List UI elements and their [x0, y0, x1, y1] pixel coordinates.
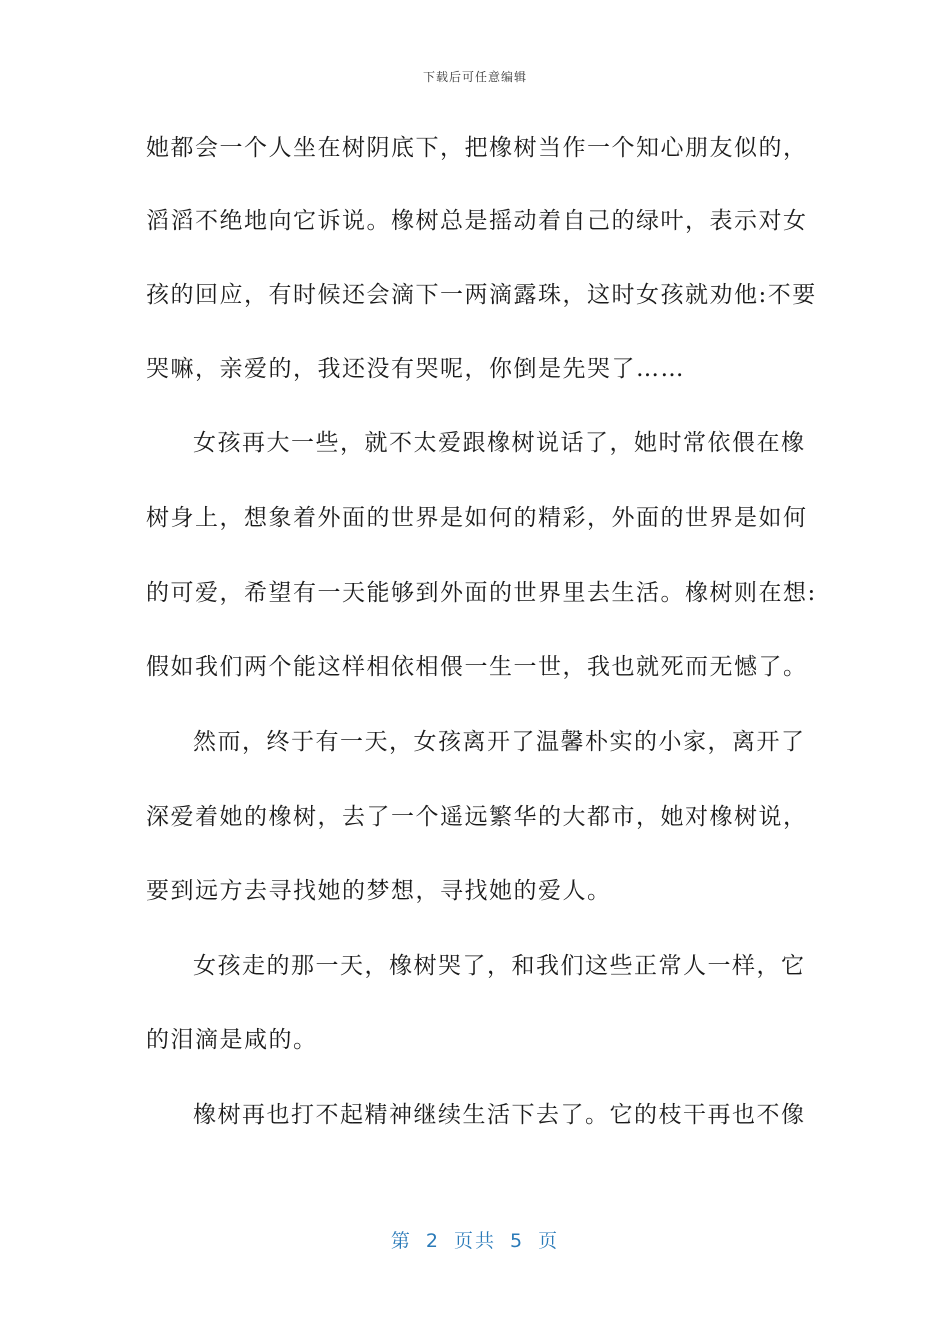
body-line: 的可爱，希望有一天能够到外面的世界里去生活。橡树则在想: — [146, 580, 817, 606]
body-line: 的泪滴是咸的。 — [146, 1027, 318, 1053]
body-line: 假如我们两个能这样相依相偎一生一世，我也就死而无憾了。 — [146, 654, 808, 680]
body-line: 要到远方去寻找她的梦想，寻找她的爱人。 — [146, 878, 612, 904]
body-line: 她都会一个人坐在树阴底下，把橡树当作一个知心朋友似的， — [146, 135, 808, 161]
page-header: 下载后可任意编辑 — [422, 70, 527, 84]
page-number-footer: 第 2 页共 5 页 — [390, 1230, 560, 1252]
paragraph-start-line: 然而，终于有一天，女孩离开了温馨朴实的小家，离开了 — [193, 729, 806, 755]
paragraph-start-line: 女孩走的那一天，橡树哭了，和我们这些正常人一样，它 — [193, 953, 806, 979]
body-line: 哭嘛，亲爱的，我还没有哭呢，你倒是先哭了…… — [146, 356, 685, 382]
body-line: 滔滔不绝地向它诉说。橡树总是摇动着自己的绿叶，表示对女 — [146, 208, 808, 234]
body-line: 深爱着她的橡树，去了一个遥远繁华的大都市，她对橡树说， — [146, 804, 808, 830]
paragraph-start-line: 女孩再大一些，就不太爱跟橡树说话了，她时常依偎在橡 — [193, 430, 806, 456]
body-line: 树身上，想象着外面的世界是如何的精彩，外面的世界是如何 — [146, 505, 808, 531]
body-line: 孩的回应，有时候还会滴下一两滴露珠，这时女孩就劝他:不要 — [146, 282, 817, 308]
paragraph-start-line: 橡树再也打不起精神继续生活下去了。它的枝干再也不像 — [193, 1102, 806, 1128]
